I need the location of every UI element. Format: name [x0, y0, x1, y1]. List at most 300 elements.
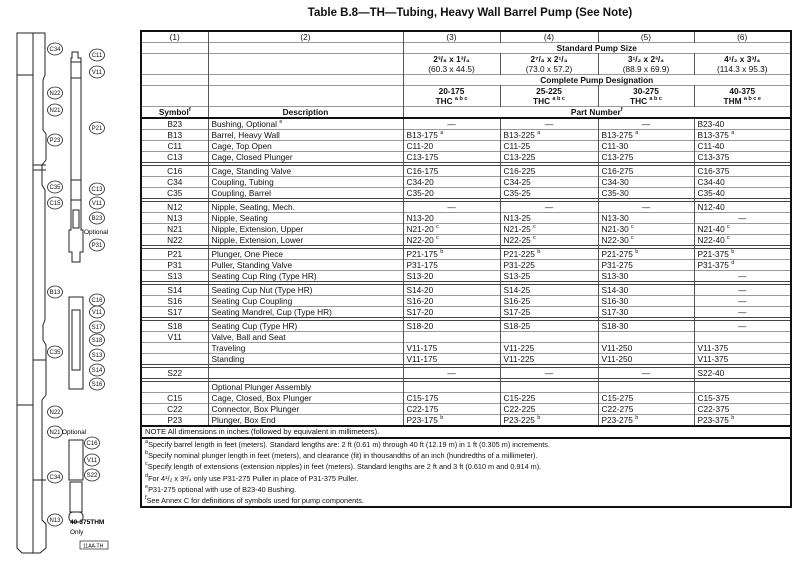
- footnote-ref: c: [631, 224, 634, 230]
- part-number: P23-225: [503, 415, 535, 425]
- part-number-cell: [694, 249, 791, 260]
- part-number-cell: [694, 321, 791, 332]
- callout-b23: [90, 212, 105, 224]
- table-row: [141, 130, 791, 141]
- description: Puller, Standing Valve: [211, 260, 293, 270]
- part-number-cell: [598, 118, 694, 130]
- complete-designation-label: Complete Pump Designation: [540, 75, 654, 85]
- part-number-cell: [403, 224, 500, 235]
- figure-id: 11AA-TH: [83, 543, 104, 550]
- column-number: (6): [737, 32, 748, 42]
- part-number-cell: [598, 141, 694, 152]
- footnote-ref: b: [145, 450, 149, 457]
- callout-s17: [90, 321, 105, 333]
- symbol-cell: [141, 332, 208, 343]
- footnote-ref: c: [533, 224, 536, 230]
- table-row: [141, 141, 791, 152]
- part-number: S14-25: [503, 285, 531, 295]
- callout-label: V11: [91, 201, 103, 207]
- part-number: —: [447, 368, 456, 378]
- callout-c34: [48, 43, 63, 55]
- description: Seating Cup Nut (Type HR): [211, 285, 313, 295]
- symbol-cell: [141, 393, 208, 404]
- symbol: N21: [167, 224, 183, 234]
- symbol: C34: [167, 177, 183, 187]
- symbol-cell: [141, 343, 208, 354]
- part-number-cell: [598, 130, 694, 141]
- pump-size-inch: 3¹/₂ x 2³/₄: [627, 54, 665, 64]
- callout-label: C16: [86, 441, 98, 447]
- part-number: C11-25: [503, 141, 531, 151]
- callout-v11: [85, 454, 100, 466]
- description: Seating Cup (Type HR): [211, 321, 298, 331]
- callout-label: C34: [49, 47, 61, 53]
- symbol-cell: [141, 415, 208, 427]
- designation-code: 30-275: [633, 86, 659, 96]
- part-number: N21-20: [406, 224, 434, 234]
- part-number: B13-375: [697, 130, 729, 140]
- part-number: V11-250: [601, 343, 633, 353]
- table-row: [141, 202, 791, 213]
- part-number: C11-20: [406, 141, 434, 151]
- pump-size-inch: 2⁷/₈ x 2¹/₄: [530, 54, 568, 64]
- callout-label: N22: [49, 410, 61, 416]
- part-number: C13-275: [601, 152, 634, 162]
- thm-assembly: [69, 440, 83, 480]
- table-cell: [403, 43, 791, 54]
- table-cell: [141, 75, 208, 86]
- part-number-cell: [500, 166, 598, 177]
- part-number: V11-175: [406, 354, 438, 364]
- part-number: N21-40: [697, 224, 725, 234]
- part-number-cell: [694, 166, 791, 177]
- description: Coupling, Barrel: [211, 188, 271, 198]
- part-number: P21-375: [697, 249, 729, 259]
- part-number-cell: [500, 224, 598, 235]
- part-number-cell: [403, 166, 500, 177]
- standard-pump-size-label: Standard Pump Size: [556, 43, 637, 53]
- footnote-ref: b: [635, 249, 639, 255]
- designation-type: THC: [435, 96, 453, 106]
- footnote-ref: b: [537, 415, 541, 421]
- part-number-cell: [403, 141, 500, 152]
- table-cell: [208, 43, 403, 54]
- part-number-cell: [694, 296, 791, 307]
- part-number: —: [738, 307, 747, 317]
- table-row: [141, 213, 791, 224]
- part-number: N22-30: [601, 235, 629, 245]
- description-cell: [208, 177, 403, 188]
- part-number: B13-225: [503, 130, 535, 140]
- callout-c35: [48, 346, 63, 358]
- part-number: C13-375: [697, 152, 730, 162]
- part-number: P23-175: [406, 415, 438, 425]
- symbol-cell: [141, 177, 208, 188]
- part-number-cell: [598, 152, 694, 163]
- part-number-cell: [694, 332, 791, 343]
- part-number-cell: [694, 368, 791, 379]
- description: Cage, Closed, Box Plunger: [211, 393, 312, 403]
- description-cell: [208, 321, 403, 332]
- description-cell: [208, 296, 403, 307]
- symbol-cell: [141, 130, 208, 141]
- footnote-text: P31-275 optional with use of B23-40 Bushing.: [148, 484, 297, 494]
- description-cell: [208, 404, 403, 415]
- part-number-cell: [500, 368, 598, 379]
- part-number: N13-25: [503, 213, 531, 223]
- part-number-cell: [403, 249, 500, 260]
- table-cell: [598, 54, 694, 75]
- callout-label: C34: [49, 475, 61, 481]
- designation-code: 40-375: [729, 86, 756, 96]
- part-number-cell: [598, 177, 694, 188]
- pump-size-mm: (88.9 x 69.9): [622, 64, 670, 74]
- part-number-cell: [694, 260, 791, 271]
- part-number-cell: [403, 415, 500, 427]
- part-number: P31-275: [601, 260, 633, 270]
- table-row: [141, 177, 791, 188]
- part-number-cell: [598, 224, 694, 235]
- table-cell: [598, 86, 694, 107]
- pump-size-inch: 2³/₈ x 1³/₄: [433, 54, 470, 64]
- part-number: B23-40: [697, 119, 725, 129]
- table-cell: [141, 86, 208, 107]
- part-number: S18-20: [406, 321, 434, 331]
- part-number-cell: [598, 285, 694, 296]
- part-number-cell: [500, 118, 598, 130]
- part-number: —: [544, 202, 554, 212]
- description-cell: [208, 285, 403, 296]
- part-number-cell: [500, 354, 598, 365]
- column-number: (3): [446, 32, 457, 42]
- pump-size-row: [141, 54, 791, 75]
- pump-size-inch: 4¹/₂ x 3³/₄: [724, 54, 761, 64]
- part-number-cell: [694, 393, 791, 404]
- footnote-ref: c: [145, 461, 148, 468]
- part-number: N13-20: [406, 213, 434, 223]
- part-number-cell: [500, 404, 598, 415]
- callout-p23: [48, 134, 63, 146]
- description-cell: [208, 141, 403, 152]
- callout-label: C11: [91, 53, 103, 59]
- description-cell: [208, 118, 403, 130]
- symbol-cell: [141, 188, 208, 199]
- part-number: —: [738, 296, 747, 306]
- symbol: N12: [167, 202, 183, 212]
- description: Valve, Ball and Seat: [211, 332, 286, 342]
- symbol-cell: [141, 249, 208, 260]
- pump-size-label-row: [141, 43, 791, 54]
- description-cell: [208, 130, 403, 141]
- part-number: C34-40: [697, 177, 725, 187]
- symbol: S16: [167, 296, 183, 306]
- symbol-cell: [141, 141, 208, 152]
- pump-size-mm: (114.3 x 95.3): [716, 64, 768, 74]
- part-number-cell: [403, 307, 500, 318]
- part-number-cell: [598, 368, 694, 379]
- part-number: V11-375: [697, 354, 729, 364]
- callout-label: S22: [86, 473, 98, 479]
- part-number: N21-30: [601, 224, 629, 234]
- description-cell: [208, 368, 403, 379]
- part-number-cell: [403, 321, 500, 332]
- callout-label: V11: [91, 310, 103, 316]
- part-number: N22-40: [697, 235, 725, 245]
- footnote: [145, 450, 787, 461]
- part-number-cell: [694, 118, 791, 130]
- part-number-cell: [598, 188, 694, 199]
- part-number-cell: [694, 202, 791, 213]
- part-number-cell: [694, 130, 791, 141]
- callout-p21: [90, 122, 105, 134]
- footnote-ref: c: [727, 235, 730, 241]
- part-number-cell: [598, 202, 694, 213]
- callout-c16: [85, 437, 100, 449]
- callout-v11: [90, 306, 105, 318]
- part-number: S13-30: [601, 271, 629, 281]
- description: Cage, Top Open: [211, 141, 272, 151]
- symbol-cell: [141, 213, 208, 224]
- symbol-cell: [141, 404, 208, 415]
- part-number-cell: [694, 354, 791, 365]
- column-number: (5): [640, 32, 652, 42]
- callout-label: C16: [91, 298, 103, 304]
- part-number-cell: [500, 307, 598, 318]
- part-number-cell: [598, 271, 694, 282]
- symbol: S18: [167, 321, 183, 331]
- part-number-cell: [403, 332, 500, 343]
- part-number-cell: [403, 382, 500, 393]
- designation-code: 25-225: [536, 86, 562, 96]
- part-number-cell: [403, 260, 500, 271]
- table-cell: [403, 107, 791, 119]
- part-number-cell: [403, 130, 500, 141]
- part-number-cell: [403, 202, 500, 213]
- footnote-ref: e: [145, 483, 149, 490]
- table-row: [141, 224, 791, 235]
- footnote-ref: a: [731, 130, 735, 136]
- table-row: [141, 354, 791, 365]
- footnote-ref: c: [631, 235, 634, 241]
- footnote-ref: d: [731, 260, 735, 266]
- symbol: C16: [167, 166, 183, 176]
- footnote-ref: a b c: [454, 96, 468, 102]
- part-number-cell: [598, 382, 694, 393]
- description: Nipple, Extension, Upper: [211, 224, 304, 234]
- table-cell: [141, 43, 208, 54]
- part-number-cell: [694, 224, 791, 235]
- part-number: S16-25: [503, 296, 531, 306]
- part-number-cell: [598, 260, 694, 271]
- table-row: [141, 152, 791, 163]
- part-number: C35-25: [503, 188, 531, 198]
- part-number-cell: [598, 354, 694, 365]
- part-number-cell: [500, 249, 598, 260]
- part-number-cell: [500, 235, 598, 246]
- table-row: [141, 271, 791, 282]
- description-cell: [208, 260, 403, 271]
- part-number: —: [738, 285, 747, 295]
- footnote-ref: c: [436, 235, 439, 241]
- part-number: S14-20: [406, 285, 434, 295]
- cup-assembly: [69, 297, 83, 389]
- table-cell: [403, 54, 500, 75]
- part-number: C15-375: [697, 393, 730, 403]
- part-number: S18-30: [601, 321, 629, 331]
- part-number-cell: [500, 130, 598, 141]
- symbol: S22: [167, 368, 183, 378]
- symbol: C11: [167, 141, 183, 151]
- part-number-cell: [598, 307, 694, 318]
- footnotes-row: [141, 438, 791, 507]
- table-row: [141, 260, 791, 271]
- callout-label: S18: [91, 338, 103, 344]
- footnote: [145, 484, 787, 495]
- part-number: —: [738, 271, 747, 281]
- footnote-ref: f: [620, 107, 623, 113]
- symbol-cell: [141, 271, 208, 282]
- callout-label: N13: [49, 518, 61, 524]
- note-row: [141, 426, 791, 438]
- part-number-cell: [403, 368, 500, 379]
- description: Traveling: [211, 343, 246, 353]
- symbol-cell: [141, 152, 208, 163]
- callout-label: N22: [49, 91, 61, 97]
- part-number-cell: [694, 188, 791, 199]
- part-number-cell: [500, 177, 598, 188]
- table-row: [141, 307, 791, 318]
- callout-label: C15: [49, 201, 61, 207]
- callout-s14: [90, 364, 105, 376]
- part-number: N21-25: [503, 224, 531, 234]
- footnote-ref: b: [440, 415, 444, 421]
- part-number: B13-175: [406, 130, 438, 140]
- footnotes-cell: [141, 438, 791, 507]
- part-number: C13-175: [406, 152, 439, 162]
- table-row: [141, 285, 791, 296]
- thm-only-label-2: Only: [70, 529, 84, 536]
- description-cell: [208, 382, 403, 393]
- part-number: C11-30: [601, 141, 629, 151]
- callout-label: N21: [49, 430, 61, 436]
- callout-label: S16: [91, 382, 103, 388]
- symbol-cell: [141, 224, 208, 235]
- callout-label: B23: [91, 216, 103, 222]
- footnote: [145, 473, 787, 484]
- description: Nipple, Seating, Mech.: [211, 202, 295, 212]
- part-number-cell: [403, 271, 500, 282]
- designation-row: [141, 86, 791, 107]
- part-number: —: [738, 321, 747, 331]
- footnote-ref: a: [145, 439, 149, 445]
- callout-label: C35: [49, 350, 61, 356]
- part-number-cell: [403, 235, 500, 246]
- part-number: S13-20: [406, 271, 434, 281]
- optional-label-upper: Optional: [84, 229, 109, 236]
- table-cell: [403, 86, 500, 107]
- part-number-cell: [403, 188, 500, 199]
- callout-c11: [90, 49, 105, 61]
- part-number: C13-225: [503, 152, 536, 162]
- symbol-cell: [141, 296, 208, 307]
- part-number-cell: [500, 141, 598, 152]
- table-cell: [598, 31, 694, 43]
- pump-assembly-diagram: [0, 0, 140, 572]
- callout-p31: [90, 239, 105, 251]
- footnote-ref: f: [145, 495, 147, 502]
- table-title: Table B.8—TH—Tubing, Heavy Wall Barrel Pump (See Note): [307, 7, 633, 19]
- footnote-text: Specify length of extensions (extension nipples) in feet (meters). Standard lengths are 2 ft and 3 ft (0.610 m and 0.914 m).: [147, 462, 542, 472]
- part-number-cell: [403, 285, 500, 296]
- part-number-cell: [500, 271, 598, 282]
- footnote-text: See Annex C for definitions of symbols used for pump components.: [146, 496, 364, 506]
- part-number-cell: [500, 285, 598, 296]
- description: Optional Plunger Assembly: [211, 382, 312, 392]
- part-number-cell: [500, 188, 598, 199]
- callout-n22: [48, 406, 63, 418]
- table-row: [141, 296, 791, 307]
- table-cell: [403, 31, 500, 43]
- part-number-cell: [500, 213, 598, 224]
- part-number-cell: [500, 343, 598, 354]
- part-number: P21-175: [406, 249, 438, 259]
- part-number-cell: [500, 321, 598, 332]
- part-number-cell: [500, 415, 598, 427]
- description-header: Description: [282, 107, 329, 117]
- callout-label: V11: [86, 458, 98, 464]
- part-number: P31-375: [697, 260, 729, 270]
- part-number: C22-225: [503, 404, 536, 414]
- symbol: V11: [167, 332, 182, 342]
- symbol: P21: [167, 249, 183, 259]
- part-number-cell: [598, 332, 694, 343]
- table-row: [141, 343, 791, 354]
- part-number: P21-225: [503, 249, 535, 259]
- description-cell: [208, 415, 403, 427]
- footnote-ref: b: [635, 415, 639, 421]
- part-number: S13-25: [503, 271, 531, 281]
- part-number-cell: [500, 260, 598, 271]
- table-cell: [141, 54, 208, 75]
- description: Cage, Closed Plunger: [211, 152, 293, 162]
- part-number-cell: [598, 404, 694, 415]
- part-number: C11-40: [697, 141, 725, 151]
- part-number: C34-30: [601, 177, 629, 187]
- table-row: [141, 368, 791, 379]
- part-number: C15-175: [406, 393, 439, 403]
- footnote-ref: b: [440, 249, 444, 255]
- part-number-header: Part Number: [570, 107, 621, 117]
- callout-c15: [48, 197, 63, 209]
- part-number: C15-275: [601, 393, 634, 403]
- footnote-ref: a b c: [552, 96, 565, 102]
- symbol: C15: [167, 393, 183, 403]
- callout-label: S13: [91, 353, 103, 359]
- symbol: P31: [167, 260, 183, 270]
- table-cell: [208, 31, 403, 43]
- symbol-cell: [141, 354, 208, 365]
- part-number: —: [447, 202, 456, 212]
- part-number: N22-20: [406, 235, 434, 245]
- footnote-ref: a: [635, 130, 639, 136]
- symbol: S17: [167, 307, 183, 317]
- callout-v11: [90, 197, 105, 209]
- part-number: S17-20: [406, 307, 434, 317]
- designation-type: THC: [533, 96, 551, 106]
- callout-s13: [90, 349, 105, 361]
- part-number-cell: [403, 296, 500, 307]
- callout-c35: [48, 181, 63, 193]
